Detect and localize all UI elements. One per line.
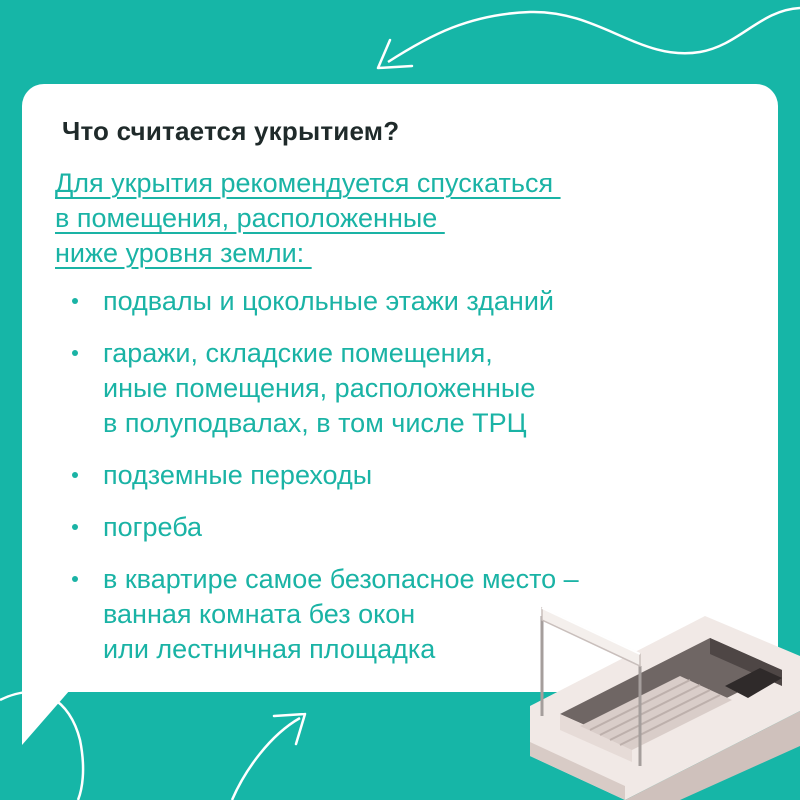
bullet-icon [72, 524, 78, 530]
intro-line: ниже уровня земли: [55, 238, 312, 268]
list-item-text: в квартире самое безопасное место – [103, 564, 579, 594]
list-item-text: гаражи, складские помещения, [103, 338, 493, 368]
list-item [72, 336, 579, 441]
intro-line: Для укрытия рекомендуется спускаться [55, 168, 561, 198]
list-item-text: подвалы и цокольные этажи зданий [103, 286, 555, 316]
list-item-text: погреба [103, 512, 203, 542]
list-item-text: или лестничная площадка [103, 634, 436, 664]
list-item-text: иные помещения, расположенные [103, 373, 536, 403]
basement-stairs-icon [520, 596, 800, 800]
list-item [72, 510, 579, 545]
bullet-icon [72, 350, 78, 356]
bullet-icon [72, 298, 78, 304]
intro-text [55, 166, 561, 271]
bullet-icon [72, 576, 78, 582]
list-item [72, 458, 579, 493]
list-item [72, 562, 579, 667]
bullet-icon [72, 472, 78, 478]
shelter-list [72, 284, 579, 684]
list-item-text: ванная комната без окон [103, 599, 416, 629]
list-item [72, 284, 579, 319]
intro-line: в помещения, расположенные [55, 203, 445, 233]
list-item-text: в полуподвалах, в том числе ТРЦ [103, 408, 527, 438]
page-title: Что считается укрытием? [62, 116, 400, 146]
list-item-text: подземные переходы [103, 460, 373, 490]
